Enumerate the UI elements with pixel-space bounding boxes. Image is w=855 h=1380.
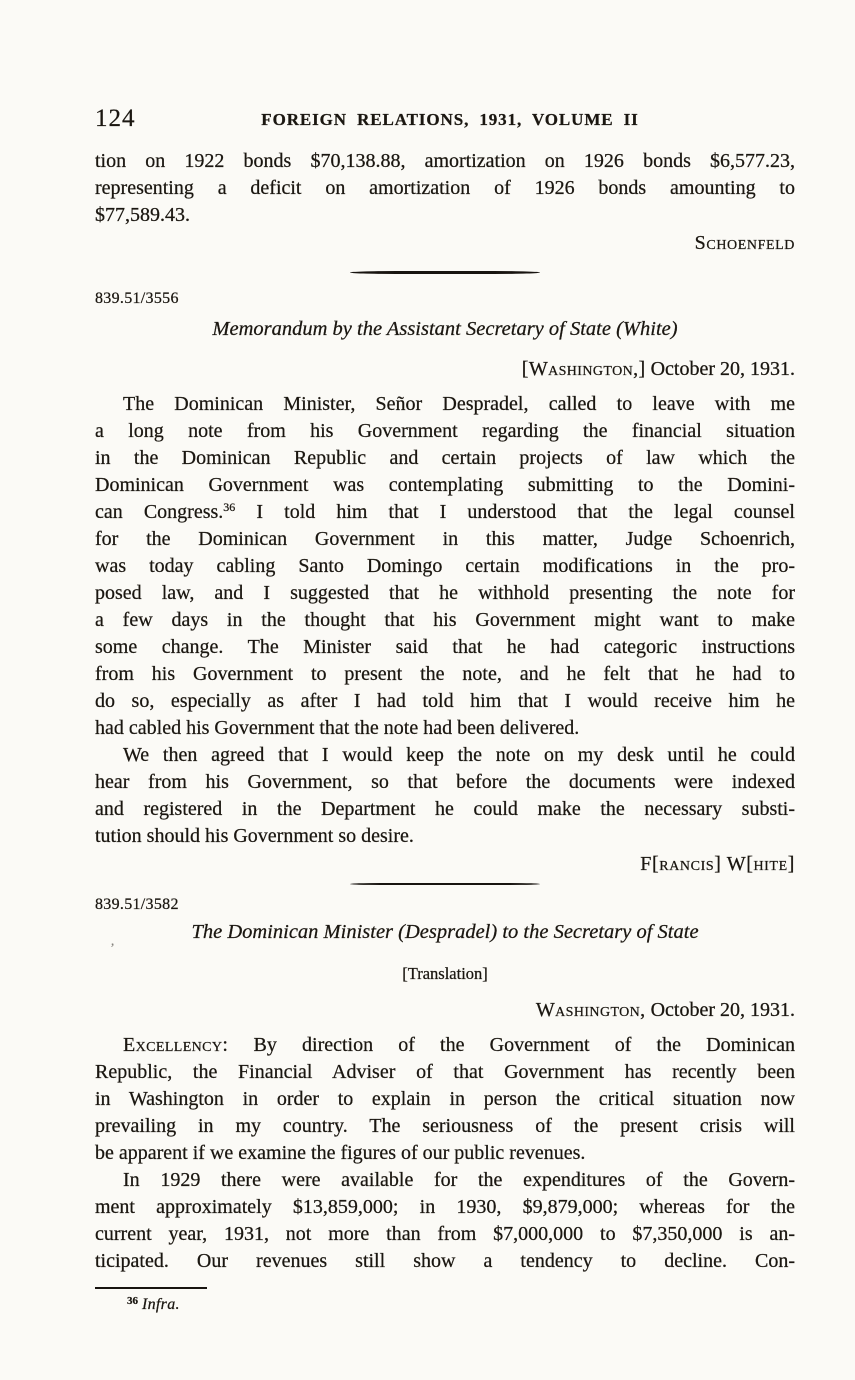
dateline-place: [Washington,]	[521, 357, 646, 380]
footnote-marker: 36	[127, 1295, 138, 1307]
section-divider	[350, 271, 540, 274]
text-span: and registered in the Department he could make the necessary substi-	[95, 797, 795, 820]
doc1-paragraph-2	[95, 742, 795, 850]
signature-name: Schoenfeld	[694, 232, 795, 254]
translation-note: [Translation]	[402, 964, 488, 983]
scan-artifact-mark: ,	[111, 933, 115, 948]
text-line	[95, 742, 795, 769]
footnote	[95, 1295, 795, 1316]
text-span: a few days in the thought that his Government might want to make	[95, 608, 795, 631]
text-line	[95, 688, 795, 715]
dateline-date: October 20, 1931.	[645, 357, 795, 380]
text-span: in Washington in order to explain in person the critical situation now	[95, 1088, 795, 1110]
text-span: current year, 1931, not more than from $7,000,000 to $7,350,000 is an-	[95, 1223, 795, 1245]
text-line	[95, 472, 795, 499]
dateline-place: Washington,	[535, 999, 646, 1021]
text-span: Republic, the Financial Adviser of that Government has recently been	[95, 1061, 795, 1083]
signature-schoenfeld	[95, 230, 795, 256]
text-line	[95, 175, 795, 202]
doc1-paragraph-1	[95, 391, 795, 742]
text-span: In 1929 there were available for the expenditures of the Govern-	[123, 1169, 795, 1191]
text-span: By direction of the Government of the Dominican	[228, 1034, 795, 1056]
signature-white	[95, 851, 795, 877]
text-span: do so, especially as after I had told him that I would receive him he	[95, 689, 795, 712]
dateline-doc2	[95, 997, 795, 1024]
text-line	[95, 445, 795, 472]
text-line	[95, 1248, 795, 1275]
text-line	[95, 391, 795, 418]
signature-name: F[rancis] W[hite]	[640, 852, 795, 875]
text-span: representing a deficit on amortization of 1926 bonds amounting to	[95, 177, 795, 199]
text-span: Excellency:	[123, 1034, 229, 1056]
document-title-doc2	[95, 918, 795, 946]
text-span: in the Dominican Republic and certain projects of law which the	[95, 446, 795, 469]
text-span: a long note from his Government regarding the financial situation	[95, 419, 795, 442]
text-span: be apparent if we examine the figures of our public revenues.	[95, 1142, 586, 1164]
text-line	[95, 202, 795, 229]
text-line	[95, 1113, 795, 1140]
text-line	[95, 823, 795, 850]
text-span: tion on 1922 bonds $70,138.88, amortization on 1926 bonds $6,577.23,	[95, 150, 795, 172]
text-line	[95, 148, 795, 175]
text-column	[95, 105, 795, 1316]
text-span: for the Dominican Government in this matter, Judge Schoenrich,	[95, 527, 795, 550]
text-line	[95, 1086, 795, 1113]
text-span: ment approximately $13,859,000; in 1930, $9,879,000; whereas for the	[95, 1196, 795, 1218]
file-number-doc1: 839.51/3556	[95, 289, 179, 307]
text-line	[95, 499, 795, 526]
text-span: We then agreed that I would keep the note on my desk until he could	[123, 743, 795, 766]
text-line	[95, 418, 795, 445]
footnote-divider	[95, 1287, 207, 1289]
text-line	[95, 715, 795, 742]
page-number: 124	[95, 105, 136, 132]
dateline-date: October 20, 1931.	[645, 999, 795, 1021]
text-span: The Dominican Minister, Señor Despradel, called to leave with me	[123, 392, 795, 415]
file-number-doc2: 839.51/3582	[95, 896, 179, 913]
running-header: FOREIGN RELATIONS, 1931, VOLUME II	[261, 110, 639, 129]
text-line	[95, 1194, 795, 1221]
continuation-paragraph	[95, 148, 795, 229]
text-line	[95, 1167, 795, 1194]
document-title-text: The Dominican Minister (Despradel) to the Secretary of State	[191, 921, 699, 943]
text-span: Dominican Government was contemplating submitting to the Domini-	[95, 473, 795, 496]
text-line	[95, 1221, 795, 1248]
text-line	[95, 580, 795, 607]
footnote-reference: 36	[223, 499, 236, 514]
text-span: prevailing in my country. The seriousness of the present crisis will	[95, 1115, 795, 1137]
text-span: ticipated. Our revenues still show a tendency to decline. Con-	[95, 1250, 795, 1272]
text-line	[95, 526, 795, 553]
text-span: tution should his Government so desire.	[95, 824, 414, 847]
text-span: I told him that I understood that the legal counsel	[235, 500, 795, 523]
text-span: had cabled his Government that the note had been delivered.	[95, 716, 580, 739]
text-span: can Congress.	[95, 500, 224, 523]
footnote-text: Infra.	[142, 1296, 180, 1313]
text-line	[95, 661, 795, 688]
doc2-paragraph-2	[95, 1167, 795, 1275]
text-line	[95, 607, 795, 634]
dateline-doc1	[95, 356, 795, 383]
text-line	[95, 1032, 795, 1059]
text-line	[95, 796, 795, 823]
text-line	[95, 769, 795, 796]
text-span: posed law, and I suggested that he withhold presenting the note for	[95, 581, 795, 604]
running-header-row	[95, 105, 795, 132]
text-line	[95, 634, 795, 661]
text-span: $77,589.43.	[95, 204, 190, 226]
text-span: from his Government to present the note, and he felt that he had to	[95, 662, 795, 685]
document-title-doc1: Memorandum by the Assistant Secretary of State (White)	[212, 317, 678, 340]
text-span: was today cabling Santo Domingo certain modifications in the pro-	[95, 554, 795, 577]
text-line	[95, 1059, 795, 1086]
doc2-paragraph-1	[95, 1032, 795, 1167]
text-span: hear from his Government, so that before the documents were indexed	[95, 770, 795, 793]
text-span: some change. The Minister said that he had categoric instructions	[95, 635, 795, 658]
text-line	[95, 1140, 795, 1167]
text-line	[95, 553, 795, 580]
section-divider	[350, 883, 540, 886]
